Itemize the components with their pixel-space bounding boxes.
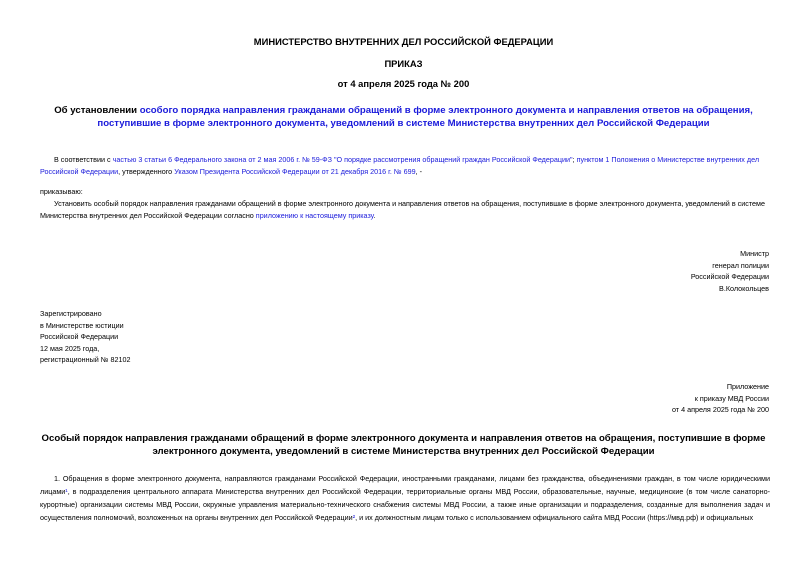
item-1-paragraph — [40, 472, 770, 524]
appendix-line: Приложение — [726, 382, 769, 391]
footnote-1-link[interactable]: ¹ — [65, 487, 68, 496]
registration-line: Российской Федерации — [40, 332, 119, 341]
order-word: приказываю: — [40, 187, 83, 196]
preamble-sep: ; — [572, 155, 577, 164]
appendix-header — [672, 381, 769, 416]
preamble-prefix: В соответствии с — [54, 155, 113, 164]
item-1-text-a: 1. Обращения в форме электронного документа, направляются гражданами Российской Федерации, иностранными гражданами, лицами без гражданства, объединениями граждан, в том числе юридическими лицами — [40, 474, 770, 496]
signature-line: Министр — [740, 249, 769, 258]
order-title-prefix: Об установлении — [54, 105, 140, 116]
law-link[interactable]: частью 3 статьи 6 Федерального закона от 2 мая 2006 г. № 59-ФЗ "О порядке рассмотрения обращений граждан Российской Федерации" — [112, 155, 573, 164]
registration-line: регистрационный № 82102 — [40, 355, 131, 364]
preamble-mid: , утвержденного — [118, 167, 175, 176]
footnote-2-link[interactable]: ² — [352, 513, 356, 522]
regulation-link[interactable]: пунктом 1 Положения о Министерстве внутренних дел Российской Федерации — [40, 155, 760, 176]
order-suffix: . — [373, 211, 376, 220]
registration-line: Зарегистрировано — [40, 309, 102, 318]
appendix-link[interactable]: приложению к настоящему приказу — [255, 211, 374, 220]
registration-line: в Министерстве юстиции — [40, 320, 124, 330]
signature-line: Российской Федерации — [690, 272, 769, 281]
doc-type-heading: ПРИКАЗ — [384, 58, 423, 69]
doc-date-number: от 4 апреля 2025 года № 200 — [337, 78, 470, 89]
order-text: Установить особый порядок направления гражданами обращений в форме электронного документа и направления ответов на обращения, поступившие в форме электронного документа, уведомлений в системе Министерства внутренних дел Российской Федерации согласно — [40, 199, 765, 220]
ministry-heading: МИНИСТЕРСТВО ВНУТРЕННИХ ДЕЛ РОССИЙСКОЙ ФЕДЕРАЦИИ — [253, 36, 554, 47]
order-title — [30, 104, 777, 130]
signature-block — [691, 248, 769, 294]
order-title-link[interactable]: особого порядка направления гражданами обращений в форме электронного документа и направления ответов на обращения, поступившие в форме электронного документа, уведомлений в системе Министерства внутренних дел Российской Федерации — [97, 105, 753, 129]
registration-block — [40, 308, 130, 366]
appendix-line: к приказу МВД России — [694, 393, 769, 403]
preamble-paragraph — [40, 154, 770, 178]
order-paragraph — [40, 198, 770, 222]
preamble-suffix: , - — [415, 167, 422, 176]
item-1-text-c: , и их должностным лицам только с использованием официального сайта МВД России (https://мвд.рф) и официальных — [355, 513, 754, 522]
signature-line: генерал полиции — [712, 260, 769, 270]
signature-line: В.Колокольцев — [719, 283, 769, 293]
registration-line: 12 мая 2025 года, — [40, 343, 100, 353]
appendix-line: от 4 апреля 2025 года № 200 — [671, 405, 769, 414]
appendix-title: Особый порядок направления гражданами обращений в форме электронного документа и направления ответов на обращения, поступившие в форме электронного документа, уведомлений в системе Министерства внутренних дел Российской Федерации — [41, 433, 766, 457]
item-1-text-b: , в подразделения центрального аппарата Министерства внутренних дел Российской Федерации, территориальные органы МВД России, образовательные, научные, медицинские (в том числе санаторно-курортные) организации системы МВД России, окружные управления материально-технического снабжения системы МВД России, а также иные организации и подразделения, созданные для выполнения задач и осуществления полномочий, возложенных на органы внутренних дел Российской Федерации — [40, 487, 770, 522]
decree-link[interactable]: Указом Президента Российской Федерации от 21 декабря 2016 г. № 699 — [174, 167, 416, 176]
